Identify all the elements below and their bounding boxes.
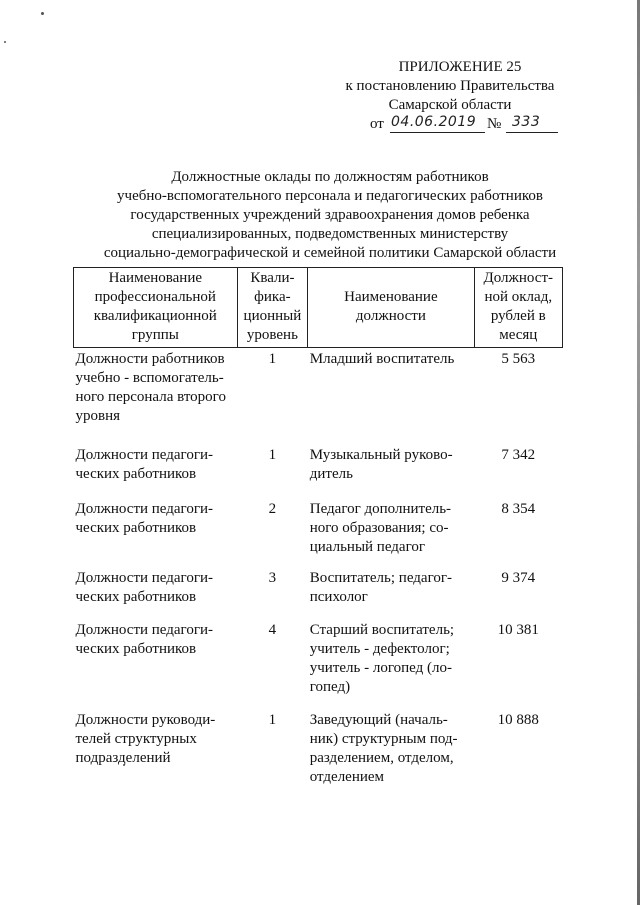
appendix-resolution-line: к постановлению Правительства bbox=[345, 78, 555, 94]
scan-speck bbox=[4, 41, 6, 43]
number-prefix: № bbox=[487, 116, 502, 132]
cell-level: 1 bbox=[268, 712, 277, 728]
cell-level: 4 bbox=[268, 622, 277, 638]
cell-position: Младший воспитатель bbox=[309, 351, 455, 367]
cell-group: Должности педагоги- ческих работников bbox=[75, 447, 214, 482]
cell-group: Должности педагоги- ческих работников bbox=[75, 622, 214, 657]
table-row bbox=[74, 500, 563, 569]
table-row bbox=[74, 446, 563, 500]
table-row bbox=[74, 348, 563, 447]
cell-position: Воспитатель; педагог- психолог bbox=[309, 570, 453, 605]
appendix-title: ПРИЛОЖЕНИЕ 25 bbox=[398, 59, 522, 75]
cell-salary: 5 563 bbox=[501, 351, 536, 367]
title-line: государственных учреждений здравоохранения домов ребенка bbox=[130, 207, 530, 223]
date-underline bbox=[390, 132, 485, 133]
title-line: социально-демографической и семейной политики Самарской области bbox=[103, 245, 557, 261]
header-position: Наименование должности bbox=[308, 268, 474, 348]
number-underline bbox=[506, 132, 558, 133]
cell-level: 2 bbox=[268, 501, 277, 517]
table-row bbox=[74, 621, 563, 711]
cell-level: 1 bbox=[268, 447, 277, 463]
cell-salary: 8 354 bbox=[501, 501, 536, 517]
appendix-date-line bbox=[330, 115, 570, 134]
cell-group: Должности работников учебно - вспомогатель- ного персонала второго уровня bbox=[75, 351, 226, 424]
cell-position: Заведующий (началь- ник) структурным под- разделением, отделом, отделением bbox=[309, 712, 458, 785]
title-line: специализированных, подведомственных министерству bbox=[151, 226, 509, 242]
header-group: Наименование профессиональной квалификационной группы bbox=[74, 268, 238, 348]
header-salary: Должност- ной оклад, рублей в месяц bbox=[474, 268, 562, 348]
cell-position: Старший воспитатель; учитель - дефектолог; учитель - логопед (ло- гопед) bbox=[309, 622, 455, 695]
table-header-row bbox=[74, 268, 563, 348]
cell-position: Педагог дополнитель- ного образования; со- циальный педагог bbox=[309, 501, 452, 555]
cell-level: 1 bbox=[268, 351, 277, 367]
cell-level: 3 bbox=[268, 570, 277, 586]
table-row bbox=[74, 569, 563, 621]
appendix-header bbox=[330, 58, 570, 134]
cell-salary: 9 374 bbox=[501, 570, 536, 586]
title-line: учебно-вспомогательного персонала и педагогических работников bbox=[117, 188, 543, 204]
handwritten-number: 333 bbox=[512, 114, 541, 130]
salary-table bbox=[73, 267, 563, 787]
cell-group: Должности педагоги- ческих работников bbox=[75, 501, 214, 536]
cell-group: Должности руководи- телей структурных подразделений bbox=[75, 712, 216, 766]
date-prefix: от bbox=[370, 116, 384, 132]
document-title bbox=[40, 168, 620, 263]
cell-salary: 10 888 bbox=[497, 712, 539, 728]
header-level: Квали- фика- ционный уровень bbox=[237, 268, 308, 348]
appendix-region-line: Самарской области bbox=[388, 97, 512, 113]
handwritten-date: 04.06.2019 bbox=[391, 114, 477, 130]
title-line: Должностные оклады по должностям работников bbox=[171, 169, 489, 185]
cell-group: Должности педагоги- ческих работников bbox=[75, 570, 214, 605]
scan-speck bbox=[41, 12, 44, 15]
cell-position: Музыкальный руково- дитель bbox=[309, 447, 453, 482]
table-row bbox=[74, 711, 563, 787]
cell-salary: 10 381 bbox=[497, 622, 539, 638]
cell-salary: 7 342 bbox=[501, 447, 536, 463]
